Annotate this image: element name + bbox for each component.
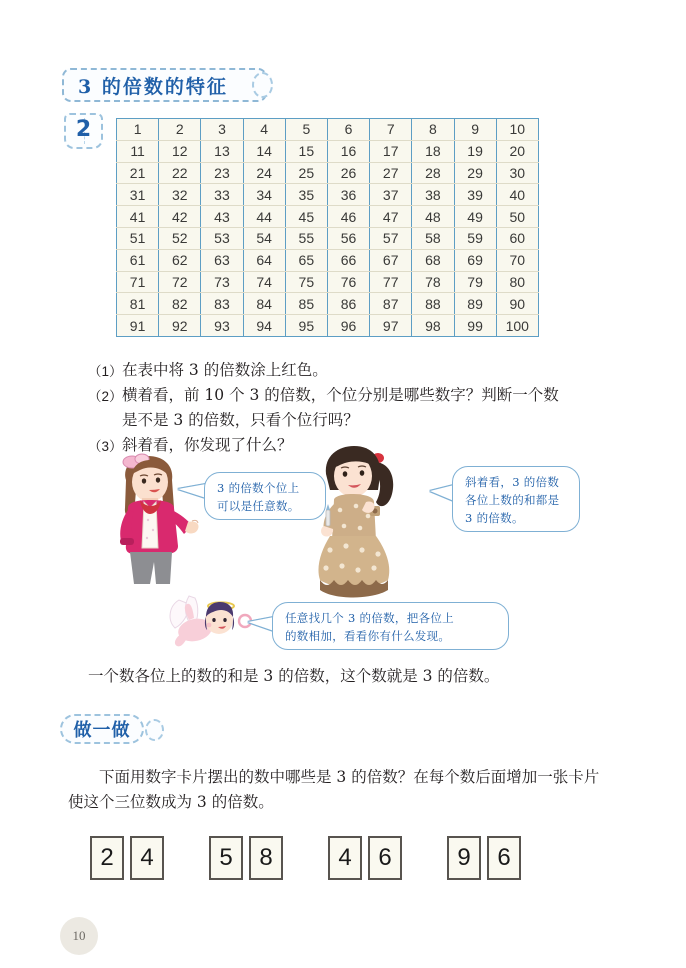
hundred-chart-cell: 18 [412, 140, 454, 162]
hundred-chart-cell: 87 [370, 293, 412, 315]
hundred-chart-cell: 64 [243, 249, 285, 271]
question-text-2-line2: 是不是 3 的倍数，只看个位行吗？ [122, 411, 359, 429]
hundred-chart-cell: 65 [285, 249, 327, 271]
question-text-3: 斜着看，你发现了什么？ [122, 436, 293, 454]
speech-bubble-right-line1: 斜着看，3 的倍数 [465, 475, 560, 489]
number-card[interactable]: 6 [487, 836, 521, 880]
practice-instruction-line1: 下面用数字卡片摆出的数中哪些是 3 的倍数？在每个数后面增加一张卡片 [99, 768, 600, 786]
hundred-chart-cell: 89 [454, 293, 496, 315]
hundred-chart-cell: 68 [412, 249, 454, 271]
hundred-chart-cell: 39 [454, 184, 496, 206]
hundred-chart-cell: 24 [243, 162, 285, 184]
hundred-chart-cell: 50 [496, 206, 538, 228]
hundred-chart-cell: 46 [327, 206, 369, 228]
hundred-chart-row [117, 315, 539, 337]
hundred-chart-cell: 42 [159, 206, 201, 228]
hundred-chart-cell: 22 [159, 162, 201, 184]
exercise-number-marker [64, 113, 103, 149]
hundred-chart-row [117, 293, 539, 315]
hundred-chart-cell: 8 [412, 119, 454, 141]
hundred-chart-cell: 97 [370, 315, 412, 337]
number-card[interactable]: 4 [130, 836, 164, 880]
question-text-2 [122, 383, 628, 433]
hundred-chart-row [117, 271, 539, 293]
hundred-chart-cell: 75 [285, 271, 327, 293]
hundred-chart-cell: 31 [117, 184, 159, 206]
hundred-chart-cell: 25 [285, 162, 327, 184]
hundred-chart-table [116, 118, 539, 337]
hundred-chart-cell: 16 [327, 140, 369, 162]
girl-in-polka-dot-dress-illustration [296, 440, 412, 618]
hundred-chart-cell: 6 [327, 119, 369, 141]
number-card[interactable]: 2 [90, 836, 124, 880]
hundred-chart-cell: 27 [370, 162, 412, 184]
hundred-chart-cell: 54 [243, 227, 285, 249]
hundred-chart-cell: 98 [412, 315, 454, 337]
hundred-chart-cell: 28 [412, 162, 454, 184]
hundred-chart-cell: 67 [370, 249, 412, 271]
hundred-chart-cell: 96 [327, 315, 369, 337]
speech-bubble-right [452, 466, 580, 532]
number-card-group [447, 836, 521, 880]
hundred-chart-cell: 48 [412, 206, 454, 228]
question-text-2-line1: 横着看，前 10 个 3 的倍数，个位分别是哪些数字？判断一个数 [122, 386, 559, 404]
flying-angel-baby-illustration [163, 594, 255, 652]
banner-decoration-bubble-icon [252, 72, 273, 98]
hundred-chart-cell: 5 [285, 119, 327, 141]
hundred-chart-cell: 61 [117, 249, 159, 271]
hundred-chart-cell: 71 [117, 271, 159, 293]
hundred-chart-row [117, 140, 539, 162]
hundred-chart-cell: 44 [243, 206, 285, 228]
speech-bubble-bottom-tail [248, 617, 274, 631]
hundred-chart-cell: 7 [370, 119, 412, 141]
hundred-chart-body [117, 119, 539, 337]
speech-bubble-left-line2: 可以是任意数。 [217, 499, 300, 513]
hundred-chart-cell: 13 [201, 140, 243, 162]
hundred-chart-cell: 84 [243, 293, 285, 315]
hundred-chart-cell: 88 [412, 293, 454, 315]
hundred-chart-cell: 14 [243, 140, 285, 162]
hundred-chart-cell: 33 [201, 184, 243, 206]
number-card-group [328, 836, 402, 880]
hundred-chart-cell: 95 [285, 315, 327, 337]
hundred-chart-cell: 19 [454, 140, 496, 162]
hundred-chart-cell: 82 [159, 293, 201, 315]
hundred-chart-cell: 77 [370, 271, 412, 293]
hundred-chart-cell: 43 [201, 206, 243, 228]
hundred-chart-cell: 23 [201, 162, 243, 184]
speech-bubble-right-line2: 各位上数的和都是 [465, 493, 560, 507]
hundred-chart-cell: 40 [496, 184, 538, 206]
hundred-chart-row [117, 206, 539, 228]
conclusion-statement: 一个数各位上的数的和是 3 的倍数，这个数就是 3 的倍数。 [88, 667, 500, 685]
hundred-chart-cell: 93 [201, 315, 243, 337]
number-card[interactable]: 8 [249, 836, 283, 880]
speech-bubble-left-tail [178, 484, 206, 498]
hundred-chart-cell: 21 [117, 162, 159, 184]
hundred-chart-cell: 51 [117, 227, 159, 249]
hundred-chart-cell: 2 [159, 119, 201, 141]
number-cards-row [90, 836, 521, 880]
hundred-chart-cell: 32 [159, 184, 201, 206]
question-label-3: （3） [88, 439, 123, 454]
hundred-chart-row [117, 227, 539, 249]
number-card[interactable]: 9 [447, 836, 481, 880]
hundred-chart-cell: 99 [454, 315, 496, 337]
hundred-chart-cell: 86 [327, 293, 369, 315]
hundred-chart-cell: 56 [327, 227, 369, 249]
hundred-chart-cell: 73 [201, 271, 243, 293]
hundred-chart-cell: 4 [243, 119, 285, 141]
hundred-chart-cell: 35 [285, 184, 327, 206]
girl-in-pink-cardigan-illustration [104, 450, 200, 598]
hundred-chart-cell: 69 [454, 249, 496, 271]
hundred-chart-cell: 62 [159, 249, 201, 271]
hundred-chart-cell: 1 [117, 119, 159, 141]
hundred-chart-cell: 63 [201, 249, 243, 271]
speech-bubble-right-line3: 3 的倍数。 [465, 511, 524, 525]
hundred-chart-cell: 41 [117, 206, 159, 228]
hundred-chart-cell: 57 [370, 227, 412, 249]
number-card-group [209, 836, 283, 880]
speech-bubble-bottom-line2: 的数相加，看看你有什么发现。 [285, 629, 451, 643]
question-item-1 [88, 358, 628, 384]
hundred-chart-row [117, 162, 539, 184]
hundred-chart-cell: 29 [454, 162, 496, 184]
hundred-chart-cell: 34 [243, 184, 285, 206]
hundred-chart-cell: 9 [454, 119, 496, 141]
number-card-group [90, 836, 164, 880]
number-card[interactable]: 5 [209, 836, 243, 880]
speech-bubble-left [204, 472, 326, 520]
hundred-chart-cell: 83 [201, 293, 243, 315]
hundred-chart-cell: 79 [454, 271, 496, 293]
question-text-1: 在表中将 3 的倍数涂上红色。 [122, 361, 328, 379]
hundred-chart-cell: 60 [496, 227, 538, 249]
hundred-chart-cell: 3 [201, 119, 243, 141]
number-card[interactable]: 6 [368, 836, 402, 880]
hundred-chart-cell: 52 [159, 227, 201, 249]
hundred-chart-cell: 12 [159, 140, 201, 162]
speech-bubble-bottom [272, 602, 509, 650]
question-row [88, 358, 628, 384]
hundred-chart-cell: 72 [159, 271, 201, 293]
section-title-banner [62, 68, 267, 102]
practice-instruction-text [68, 765, 628, 815]
hundred-chart-cell: 45 [285, 206, 327, 228]
question-label-2: （2） [88, 389, 123, 404]
hundred-chart-cell: 37 [370, 184, 412, 206]
hundred-chart-row [117, 119, 539, 141]
speech-bubble-bottom-line1: 任意找几个 3 的倍数，把各位上 [285, 611, 454, 625]
number-card[interactable]: 4 [328, 836, 362, 880]
hundred-chart-cell: 26 [327, 162, 369, 184]
hundred-chart-cell: 47 [370, 206, 412, 228]
hundred-chart-cell: 91 [117, 315, 159, 337]
hundred-chart-cell: 30 [496, 162, 538, 184]
hundred-chart-cell: 94 [243, 315, 285, 337]
question-row [88, 383, 628, 433]
practice-section-label: 做一做 [73, 720, 131, 741]
hundred-chart-cell: 85 [285, 293, 327, 315]
hundred-chart-cell: 66 [327, 249, 369, 271]
page-title: 3 的倍数的特征 [78, 76, 228, 98]
hundred-chart-cell: 74 [243, 271, 285, 293]
hundred-chart-cell: 76 [327, 271, 369, 293]
hundred-chart-cell: 36 [327, 184, 369, 206]
hundred-chart-cell: 59 [454, 227, 496, 249]
hundred-chart-row [117, 184, 539, 206]
hundred-chart-row [117, 249, 539, 271]
hundred-chart-cell: 38 [412, 184, 454, 206]
hundred-chart-cell: 78 [412, 271, 454, 293]
hundred-chart-cell: 15 [285, 140, 327, 162]
practice-section-banner [60, 714, 144, 744]
hundred-chart-cell: 49 [454, 206, 496, 228]
hundred-chart-cell: 90 [496, 293, 538, 315]
hundred-chart-cell: 70 [496, 249, 538, 271]
hundred-chart-cell: 100 [496, 315, 538, 337]
hundred-chart-cell: 17 [370, 140, 412, 162]
hundred-chart-cell: 55 [285, 227, 327, 249]
practice-decoration-bubble-icon [145, 719, 164, 741]
hundred-chart-cell: 11 [117, 140, 159, 162]
question-label-1: （1） [88, 364, 123, 379]
page-number: 10 [60, 917, 98, 955]
question-item-2 [88, 383, 628, 433]
hundred-chart-cell: 10 [496, 119, 538, 141]
practice-instruction-line2: 使这个三位数成为 3 的倍数。 [68, 793, 274, 811]
hundred-chart-cell: 80 [496, 271, 538, 293]
hundred-chart-cell: 53 [201, 227, 243, 249]
speech-bubble-right-tail [430, 485, 454, 501]
exercise-number-label: 2 [75, 117, 92, 142]
hundred-chart-cell: 81 [117, 293, 159, 315]
hundred-chart-cell: 92 [159, 315, 201, 337]
hundred-chart-cell: 20 [496, 140, 538, 162]
speech-bubble-left-line1: 3 的倍数个位上 [217, 481, 300, 495]
hundred-chart-cell: 58 [412, 227, 454, 249]
